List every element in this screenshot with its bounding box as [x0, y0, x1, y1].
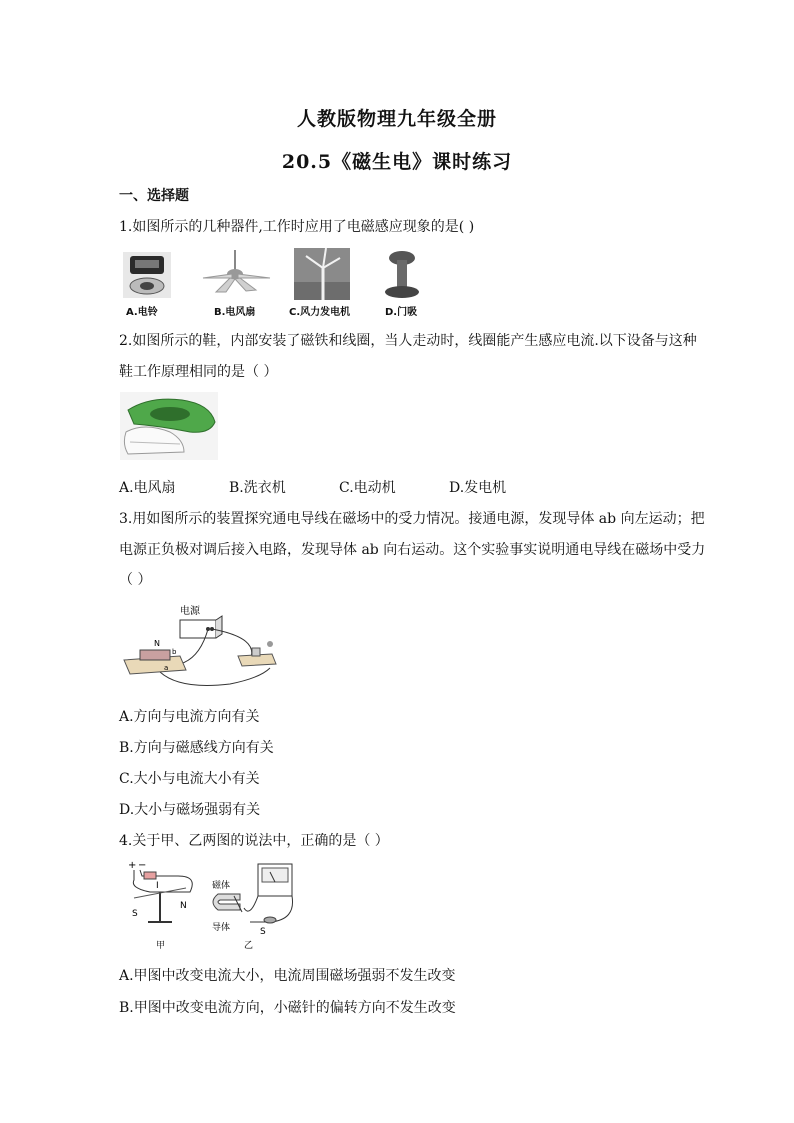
q1-caption-c: C.风力发电机: [289, 307, 351, 318]
q3-apparatus-diagram: [120, 598, 280, 690]
q4-label-plus: +: [128, 860, 137, 871]
q4-label-yi: 乙: [244, 941, 254, 951]
electric-bell-image: [123, 252, 171, 298]
q4-label-jia: 甲: [156, 941, 166, 951]
q4-label-n1: N: [180, 901, 187, 911]
diagram-yi: [212, 864, 293, 951]
q2-stem-line1: 2.如图所示的鞋，内部安装了磁铁和线圈，当人走动时，线圈能产生感应电流.以下设备与这种: [119, 333, 697, 349]
q2-option-d: D.发电机: [449, 480, 507, 496]
q3-stem-line2: 电源正负极对调后接入电路，发现导体 ab 向右运动。这个实验事实说明通电导线在磁场中受力: [119, 542, 706, 558]
diagram-jia: [128, 860, 192, 951]
q4-option-a: A.甲图中改变电流大小，电流周围磁场强弱不发生改变: [119, 968, 456, 984]
q3-stem-line3: （ ）: [119, 572, 152, 588]
q3-label-n: N: [154, 639, 160, 648]
q3-option-a: A.方向与电流方向有关: [119, 709, 260, 725]
q3-label-power: 电源: [180, 606, 200, 617]
section-heading: 一、选择题: [119, 188, 189, 204]
q3-option-d: D.大小与磁场强弱有关: [119, 802, 261, 818]
q4-label-minus: −: [138, 860, 147, 871]
q3-label-a: a: [164, 664, 169, 672]
q1-caption-b: B.电风扇: [214, 307, 256, 318]
q4-option-b: B.甲图中改变电流方向，小磁针的偏转方向不发生改变: [119, 1000, 456, 1016]
q4-label-i: I: [156, 881, 159, 891]
doc-subtitle: 20.5《磁生电》课时练习: [281, 151, 513, 173]
door-stop-image: [385, 251, 419, 298]
q4-label-conductor: 导体: [212, 923, 231, 933]
q3-stem-line1: 3.用如图所示的装置探究通电导线在磁场中的受力情况。接通电源，发现导体 ab 向左运动；把: [119, 511, 705, 527]
q1-stem: 1.如图所示的几种器件,工作时应用了电磁感应现象的是( ): [119, 219, 475, 235]
q4-stem: 4.关于甲、乙两图的说法中，正确的是（ ）: [119, 833, 389, 849]
q2-shoe-image: [120, 392, 218, 460]
q3-option-c: C.大小与电流大小有关: [119, 771, 260, 787]
q4-label-s1: S: [132, 909, 138, 919]
q4-label-s2: S: [260, 927, 266, 937]
wind-turbine-image: [294, 248, 350, 300]
q2-option-b: B.洗衣机: [229, 480, 286, 496]
q3-label-b: b: [172, 648, 177, 656]
q1-device-images: [120, 248, 440, 302]
q1-caption-d: D.门吸: [385, 307, 418, 318]
q1-caption-a: A.电铃: [126, 307, 158, 318]
electric-fan-image: [203, 250, 270, 292]
q4-label-magnet: 磁体: [212, 881, 231, 891]
doc-title: 人教版物理九年级全册: [296, 108, 497, 130]
q4-diagrams: [120, 858, 300, 952]
q2-option-a: A.电风扇: [119, 480, 176, 496]
q2-option-c: C.电动机: [339, 480, 396, 496]
q2-stem-line2: 鞋工作原理相同的是（ ）: [119, 364, 278, 380]
q3-option-b: B.方向与磁感线方向有关: [119, 740, 274, 756]
